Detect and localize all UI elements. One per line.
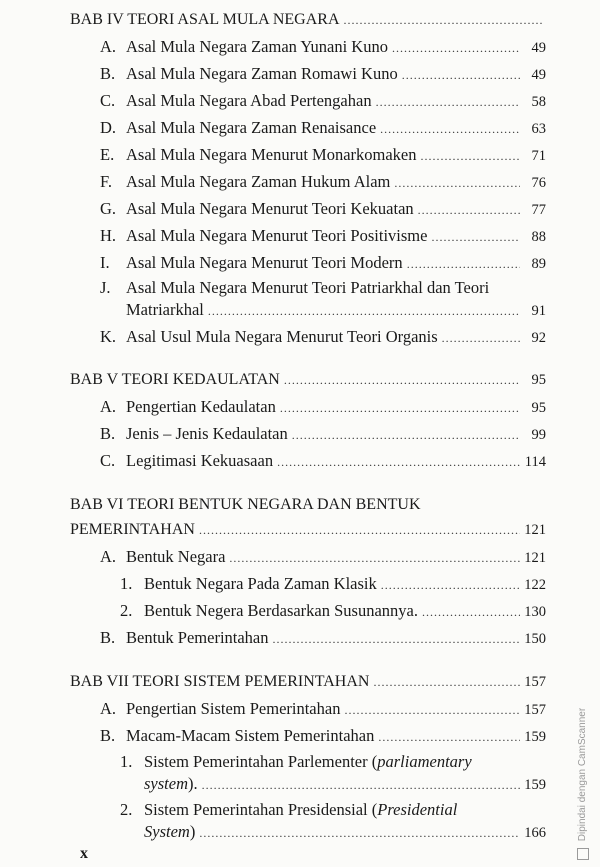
toc-entry <box>70 749 546 770</box>
toc-entry-b <box>70 624 546 651</box>
dot-leader <box>407 251 520 278</box>
page-number: 95 <box>531 400 546 416</box>
chapter-6-heading-line1 <box>70 494 546 516</box>
entry-title: Asal Mula Negara Zaman Yunani Kuno <box>126 37 388 56</box>
entry-letter: 2. <box>120 601 133 620</box>
camscanner-logo-icon <box>577 848 589 860</box>
toc-entry <box>70 114 546 141</box>
chapter-7-heading <box>70 668 546 695</box>
entry-title: Bentuk Negara Pada Zaman Klasik <box>144 574 377 593</box>
entry-letter: B. <box>100 628 116 647</box>
entry-title: Asal Mula Negara Menurut Monarkomaken <box>126 145 417 164</box>
page-number: 63 <box>531 121 546 137</box>
dot-leader <box>208 298 520 325</box>
page-number: 166 <box>524 825 546 841</box>
entry-letter: A. <box>100 547 117 566</box>
entry-title: Asal Mula Negara Menurut Teori Kekuatan <box>126 199 414 218</box>
page-number: 121 <box>524 522 546 538</box>
entry-title-italic: parliamentary <box>377 752 472 771</box>
dot-leader <box>381 572 520 599</box>
page-number: 92 <box>531 330 546 346</box>
toc-entry <box>70 447 546 474</box>
chapter-4-entries <box>70 33 546 350</box>
entry-letter: B. <box>100 726 116 745</box>
entry-title: Macam-Macam Sistem Pemerintahan <box>126 726 375 745</box>
camscanner-watermark <box>577 640 595 860</box>
page-number: 77 <box>531 202 546 218</box>
dot-leader <box>418 197 520 224</box>
toc-entry <box>70 60 546 87</box>
dot-leader <box>431 224 520 251</box>
entry-title-close: ) <box>189 822 196 841</box>
toc-entry <box>70 323 546 350</box>
page-number: 130 <box>524 604 546 620</box>
page-number: 114 <box>524 454 546 470</box>
page-number: 91 <box>531 303 546 319</box>
entry-title: Bentuk Pemerintahan <box>126 628 269 647</box>
dot-leader <box>421 143 521 170</box>
entry-title: Asal Mula Negara Menurut Teori Patriarkhal dan Teori <box>126 278 490 297</box>
entry-title-italic-cont: System <box>144 822 190 841</box>
entry-title-italic-cont: system <box>144 774 188 793</box>
entry-letter: A. <box>100 699 117 718</box>
dot-leader <box>392 35 520 62</box>
dot-leader <box>344 7 543 34</box>
chapter-6-subentries <box>70 570 546 624</box>
toc-entry <box>70 597 546 624</box>
dot-leader <box>378 724 520 751</box>
page-number: 159 <box>524 777 546 793</box>
toc-entry-b <box>70 722 546 749</box>
chapter-title: BAB VII TEORI SISTEM PEMERINTAHAN <box>70 673 370 690</box>
dot-leader <box>199 820 520 847</box>
entry-title: Bentuk Negera Berdasarkan Susunannya. <box>144 601 418 620</box>
toc-entry-continuation <box>70 296 546 323</box>
toc-entry <box>70 570 546 597</box>
entry-title: Bentuk Negara <box>126 547 226 566</box>
dot-leader <box>280 395 520 422</box>
toc-entry <box>70 249 546 276</box>
chapter-5-entries <box>70 393 546 474</box>
toc-entry <box>70 276 546 296</box>
entry-title: Jenis – Jenis Kedaulatan <box>126 424 288 443</box>
page-number: 99 <box>531 427 546 443</box>
dot-leader <box>376 89 520 116</box>
entry-title-text: Sistem Pemerintahan Parlementer ( <box>144 752 378 771</box>
chapter-6-section <box>70 494 546 651</box>
entry-title: Legitimasi Kekuasaan <box>126 451 274 470</box>
entry-number: 2. <box>120 800 133 819</box>
chapter-6-heading-line2 <box>70 516 546 543</box>
dot-leader <box>292 422 520 449</box>
entry-title: Pengertian Sistem Pemerintahan <box>126 699 341 718</box>
chapter-4-section <box>70 6 546 350</box>
toc-entry <box>70 141 546 168</box>
page-number-roman: x <box>80 845 88 862</box>
entry-letter: F. <box>100 172 112 191</box>
page-number: 95 <box>531 372 546 388</box>
dot-leader <box>422 599 520 626</box>
toc-entry <box>70 168 546 195</box>
entry-letter: A. <box>100 37 117 56</box>
page-number: 121 <box>524 550 546 566</box>
entry-letter: B. <box>100 424 116 443</box>
page-number: 122 <box>524 577 546 593</box>
page-number: 58 <box>531 94 546 110</box>
dot-leader <box>273 626 520 653</box>
entry-title: Asal Mula Negara Abad Pertengahan <box>126 91 372 110</box>
dot-leader <box>229 545 520 572</box>
dot-leader <box>277 449 520 476</box>
entry-title: Asal Mula Negara Menurut Teori Modern <box>126 253 403 272</box>
toc-entry <box>70 797 546 818</box>
toc-entry <box>70 420 546 447</box>
page-number: 88 <box>531 229 546 245</box>
watermark-text: Dipindai dengan CamScanner <box>577 707 588 842</box>
chapter-title-line2: PEMERINTAHAN <box>70 521 195 538</box>
chapter-title: BAB IV TEORI ASAL MULA NEGARA <box>70 11 340 28</box>
entry-letter: E. <box>100 145 115 164</box>
page-number: 159 <box>524 729 546 745</box>
dot-leader <box>199 517 520 544</box>
toc-entry <box>70 33 546 60</box>
entry-letter: C. <box>100 451 116 470</box>
entry-title-close: ). <box>188 774 198 793</box>
dot-leader <box>344 697 520 724</box>
dot-leader <box>394 170 520 197</box>
toc-entry-a <box>70 543 546 570</box>
dot-leader <box>202 772 520 799</box>
entry-title: Pengertian Kedaulatan <box>126 397 276 416</box>
chapter-title: BAB V TEORI KEDAULATAN <box>70 371 280 388</box>
chapter-title-line1: BAB VI TEORI BENTUK NEGARA DAN BENTUK <box>70 496 421 513</box>
chapter-5-heading <box>70 366 546 393</box>
chapter-5-section <box>70 366 546 474</box>
page-number: 71 <box>531 148 546 164</box>
page-number: 89 <box>531 256 546 272</box>
entry-title: Asal Mula Negara Zaman Romawi Kuno <box>126 64 398 83</box>
entry-title-continued: Matriarkhal <box>126 300 204 319</box>
entry-letter: B. <box>100 64 116 83</box>
chapter-7-subentries <box>70 749 546 845</box>
entry-letter: J. <box>100 278 111 297</box>
entry-title-italic: Presidential <box>377 800 458 819</box>
entry-letter: H. <box>100 226 117 245</box>
entry-letter: C. <box>100 91 116 110</box>
entry-title: Asal Usul Mula Negara Menurut Teori Organis <box>126 327 438 346</box>
entry-title: Asal Mula Negara Zaman Renaisance <box>126 118 377 137</box>
entry-title: Asal Mula Negara Menurut Teori Positivisme <box>126 226 428 245</box>
entry-letter: A. <box>100 397 117 416</box>
entry-letter: D. <box>100 118 117 137</box>
dot-leader <box>442 325 520 352</box>
dot-leader <box>373 669 520 696</box>
entry-letter: G. <box>100 199 117 218</box>
page-number: 49 <box>531 67 546 83</box>
entry-title-continued <box>144 818 195 845</box>
page-number: 150 <box>524 631 546 647</box>
entry-title-continued <box>144 770 198 797</box>
entry-letter: 1. <box>120 574 133 593</box>
page-number: 157 <box>524 674 546 690</box>
dot-leader <box>402 62 520 89</box>
toc-entry <box>70 393 546 420</box>
entry-title: Asal Mula Negara Zaman Hukum Alam <box>126 172 391 191</box>
toc-entry <box>70 195 546 222</box>
dot-leader <box>284 367 520 394</box>
entry-letter: I. <box>100 253 110 272</box>
entry-letter: K. <box>100 327 117 346</box>
toc-entry <box>70 87 546 114</box>
chapter-4-heading <box>70 6 546 33</box>
entry-title-text: Sistem Pemerintahan Presidensial ( <box>144 800 378 819</box>
toc-entry-a <box>70 695 546 722</box>
entry-number: 1. <box>120 752 133 771</box>
page-number: 49 <box>531 40 546 56</box>
toc-entry <box>70 222 546 249</box>
dot-leader <box>380 116 520 143</box>
page-number: 76 <box>531 175 546 191</box>
page-number: 157 <box>524 702 546 718</box>
chapter-7-section <box>70 668 546 845</box>
